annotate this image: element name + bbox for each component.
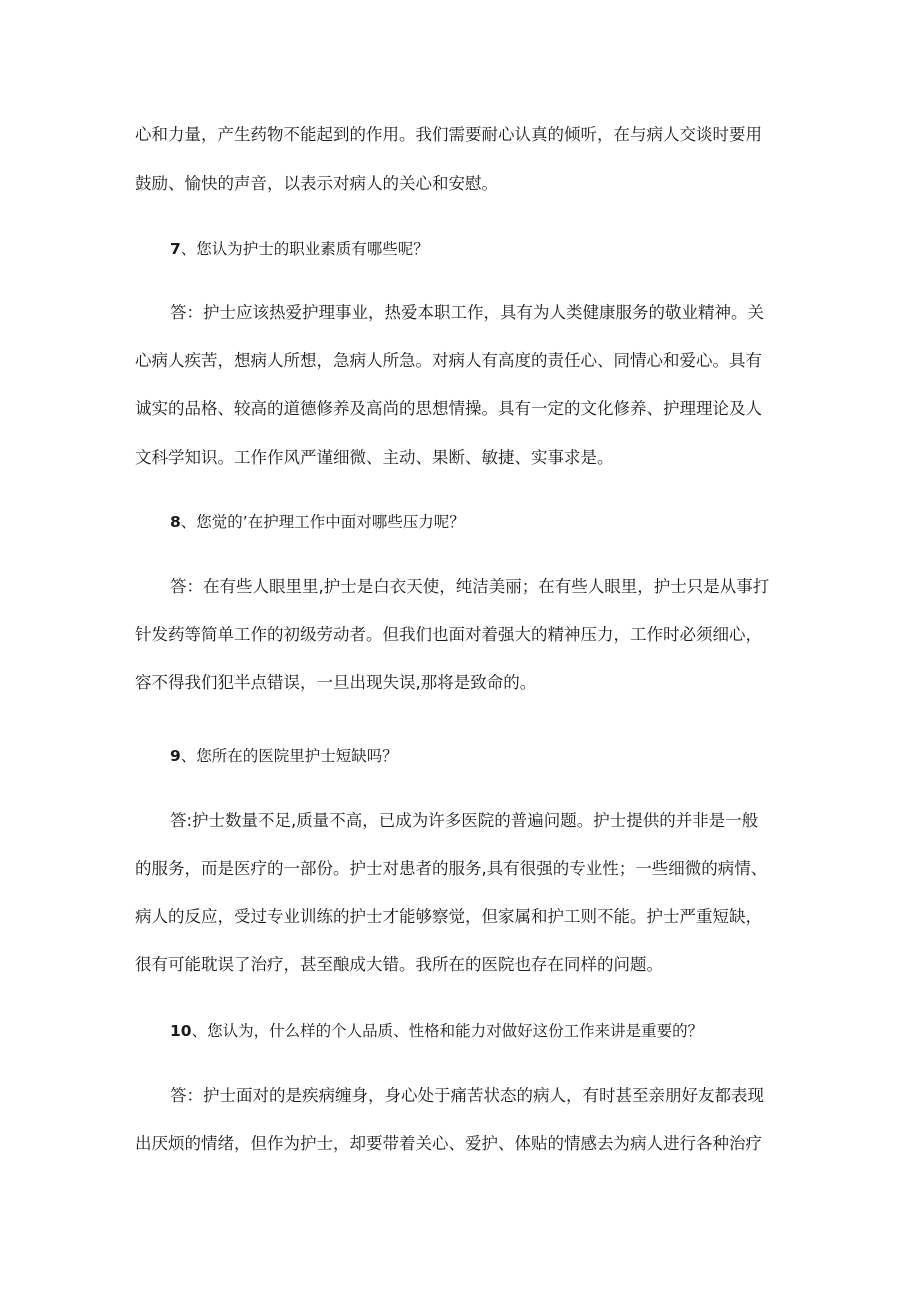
paragraph-line: 心和力量，产生药物不能起到的作用。我们需要耐心认真的倾听，在与病人交谈时要用 [135, 125, 762, 144]
question-8 [170, 511, 830, 533]
answer-line: 针发药等简单工作的初级劳动者。但我们也面对着强大的精神压力，工作时必须细心， [135, 625, 762, 644]
answer-line: 答：护士应该热爱护理事业，热爱本职工作，具有为人类健康服务的敬业精神。关 [170, 303, 764, 322]
answer-line: 文科学知识。工作作风严谨细微、主动、果断、敏捷、实事求是。 [135, 448, 614, 467]
answer-line: 答:护士数量不足,质量不高，已成为许多医院的普遍问题。护士提供的并非是一般 [170, 811, 759, 830]
question-9 [170, 745, 830, 767]
answer-line: 容不得我们犯半点错误，一旦出现失误,那将是致命的。 [135, 673, 537, 692]
answer-line: 出厌烦的情绪，但作为护士，却要带着关心、爱护、体贴的情感去为病人进行各种治疗 [135, 1134, 762, 1153]
question-number: 8 [170, 513, 181, 531]
question-number: 7 [170, 240, 181, 258]
answer-line: 心病人疾苦，想病人所想，急病人所急。对病人有高度的责任心、同情心和爱心。具有 [135, 351, 762, 370]
answer-line: 的服务，而是医疗的一部份。护士对患者的服务,具有很强的专业性；一些细微的病情、 [135, 859, 768, 878]
answer-line: 病人的反应，受过专业训练的护士才能够察觉，但家属和护工则不能。护士严重短缺， [135, 907, 762, 926]
question-text: 、您所在的医院里护士短缺吗？ [180, 747, 398, 765]
question-text: 、您认为，什么样的个人品质、性格和能力对做好这份工作来讲是重要的？ [191, 1022, 704, 1040]
question-7 [170, 238, 830, 260]
question-number: 10 [170, 1022, 192, 1040]
question-10 [170, 1020, 830, 1042]
answer-line: 答：护士面对的是疾病缠身，身心处于痛苦状态的病人，有时甚至亲朋好友都表现 [170, 1086, 764, 1105]
answer-line: 诚实的品格、较高的道德修养及高尚的思想情操。具有一定的文化修养、护理理论及人 [135, 399, 762, 418]
answer-line: 答：在有些人眼里里,护士是白衣天使，纯洁美丽；在有些人眼里，护士只是从事打 [170, 577, 770, 596]
question-number: 9 [170, 747, 181, 765]
answer-line: 很有可能耽误了治疗，甚至酿成大错。我所在的医院也存在同样的问题。 [135, 955, 663, 974]
paragraph-line: 鼓励、愉快的声音，以表示对病人的关心和安慰。 [135, 174, 498, 193]
question-text: 、您认为护士的职业素质有哪些呢？ [180, 240, 429, 258]
question-text: 、您觉的’在护理工作中面对哪些压力呢？ [180, 513, 465, 531]
